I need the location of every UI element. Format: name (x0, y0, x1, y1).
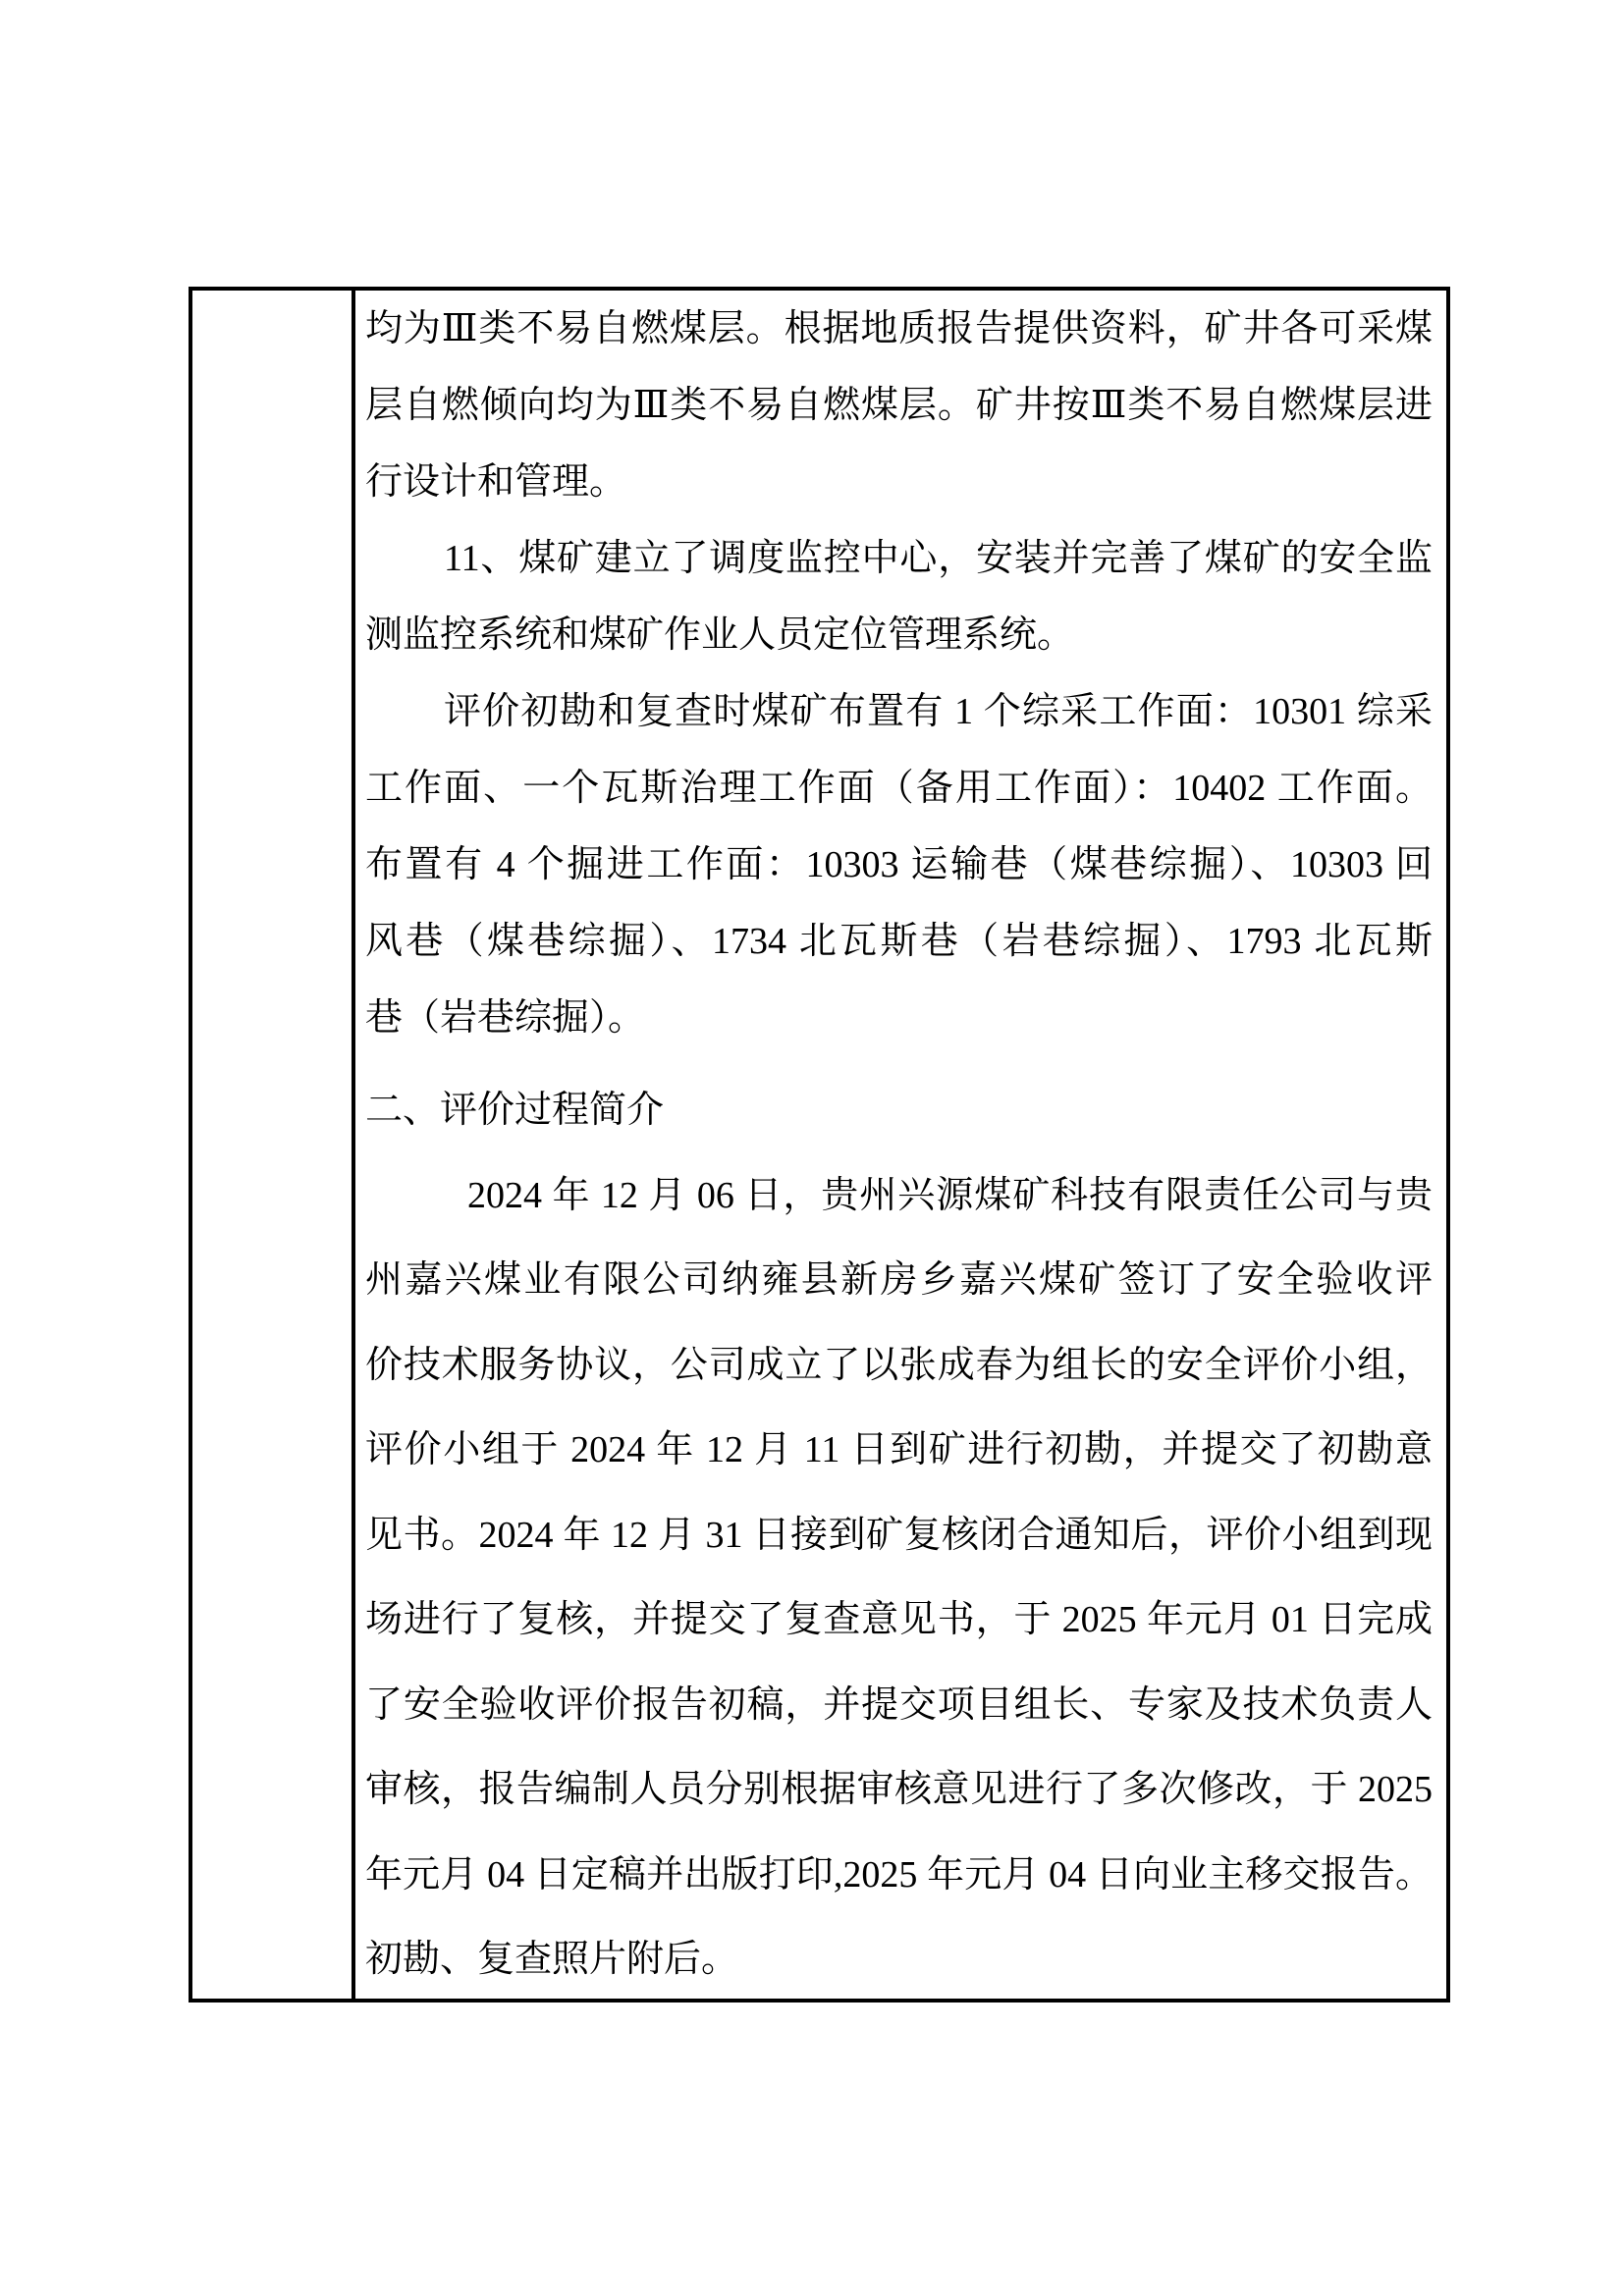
text-line: 2024 年 12 月 06 日，贵州兴源煤矿科技有限责任公司与贵 (467, 1174, 1433, 1216)
table-left-cell (192, 291, 355, 1999)
text-line: 评价初勘和复查时煤矿布置有 1 个综采工作面：10301 综采 (444, 691, 1433, 732)
text-line: 11、煤矿建立了调度监控中心，安装并完善了煤矿的安全监 (444, 538, 1433, 579)
text-line: 均为Ⅲ类不易自燃煤层。根据地质报告提供资料，矿井各可采煤 (365, 308, 1433, 349)
text-line: 行设计和管理。 (365, 461, 627, 503)
text-line: 年元月 04 日定稿并出版打印,2025 年元月 04 日向业主移交报告。 (365, 1853, 1433, 1896)
table-content-cell (355, 291, 1446, 1999)
text-line: 了安全验收评价报告初稿，并提交项目组长、专家及技术负责人 (365, 1683, 1433, 1726)
text-line: 巷（岩巷综掘）。 (365, 997, 646, 1039)
text-line: 工作面、一个瓦斯治理工作面（备用工作面）：10402 工作面。 (365, 768, 1433, 809)
text-line: 层自燃倾向均为Ⅲ类不易自燃煤层。矿井按Ⅲ类不易自燃煤层进 (365, 385, 1433, 426)
report-table (189, 287, 1450, 2002)
text-line: 布置有 4 个掘进工作面：10303 运输巷（煤巷综掘）、10303 回 (365, 844, 1433, 885)
text-line: 风巷（煤巷综掘）、1734 北瓦斯巷（岩巷综掘）、1793 北瓦斯 (365, 921, 1433, 962)
text-line: 见书。2024 年 12 月 31 日接到矿复核闭合通知后，评价小组到现 (365, 1514, 1433, 1556)
text-line: 州嘉兴煤业有限公司纳雍县新房乡嘉兴煤矿签订了安全验收评 (365, 1259, 1433, 1301)
text-line: 初勘、复查照片附后。 (365, 1939, 739, 1980)
text-line: 价技术服务协议，公司成立了以张成春为组长的安全评价小组， (365, 1344, 1433, 1386)
text-line: 审核，报告编制人员分别根据审核意见进行了多次修改，于 2025 (365, 1769, 1433, 1810)
text-line: 评价小组于 2024 年 12 月 11 日到矿进行初勘，并提交了初勘意 (365, 1429, 1433, 1470)
text-line: 场进行了复核，并提交了复查意见书，于 2025 年元月 01 日完成 (365, 1599, 1433, 1640)
text-line: 测监控系统和煤矿作业人员定位管理系统。 (365, 614, 1075, 656)
text-line: 二、评价过程简介 (365, 1090, 665, 1131)
